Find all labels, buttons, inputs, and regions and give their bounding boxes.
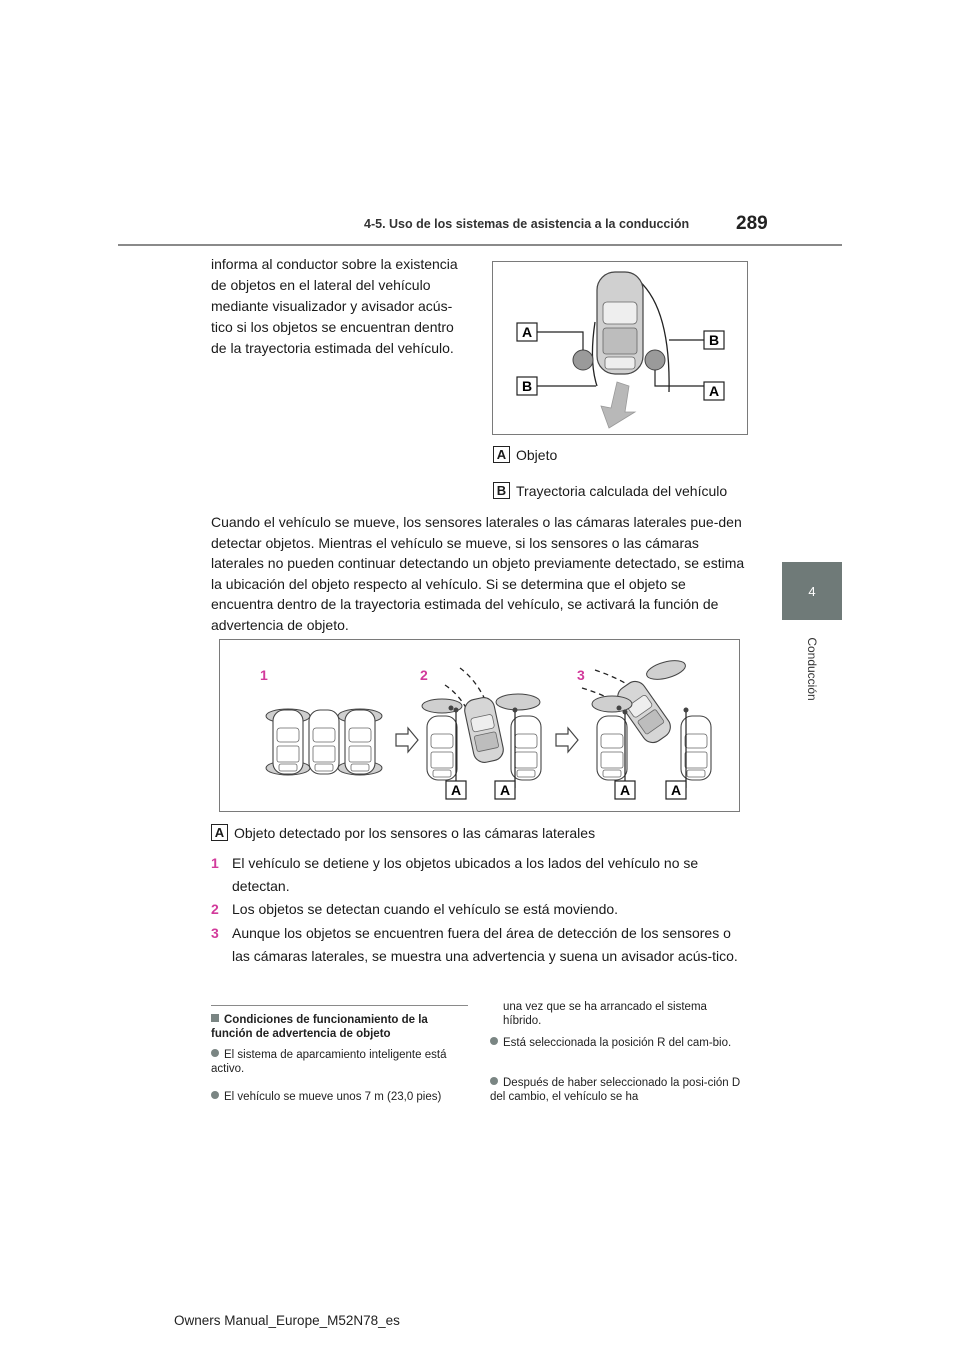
svg-text:A: A <box>499 782 511 798</box>
object-right <box>645 350 665 370</box>
page-number: 289 <box>736 213 768 234</box>
bullet-dot-icon <box>490 1037 498 1045</box>
svg-text:A: A <box>521 324 533 340</box>
conditions-heading: Condiciones de funcionamiento de la función de advertencia de objeto <box>211 1014 428 1040</box>
direction-arrow <box>601 382 635 428</box>
svg-text:A: A <box>619 782 631 798</box>
callout-a-4 <box>666 781 686 799</box>
sequence-arrow-1 <box>396 728 418 752</box>
legend-key-a: A <box>493 446 510 463</box>
chapter-label: Conducción <box>805 637 819 701</box>
legend-item-detected-object <box>211 824 595 841</box>
callout-b-right <box>704 331 724 349</box>
header-divider <box>118 244 842 246</box>
scene-3 <box>582 657 711 788</box>
legend-text-a: Objeto <box>516 446 558 463</box>
condition-item-2: El vehículo se mueve unos 7 m (23,0 pies) <box>211 1090 469 1104</box>
legend-text-detected: Objeto detectado por los sensores o las cámaras laterales <box>234 824 596 841</box>
svg-text:B: B <box>708 332 720 348</box>
step-number: 3 <box>211 925 219 941</box>
parking-sequence-svg <box>220 640 739 811</box>
condition-continuation: una vez que se ha arrancado el sistema híbrido. <box>503 1001 707 1027</box>
step-text: Aunque los objetos se encuentren fuera del área de detección de los sensores o las cámaras laterales, se muestra una advertencia y suena un avisador acús-tico. <box>232 925 738 964</box>
step-number: 2 <box>211 901 219 917</box>
step-label-2: 2 <box>420 667 428 683</box>
svg-text:A: A <box>708 383 720 399</box>
svg-text:B: B <box>521 378 533 394</box>
sequence-arrow-2 <box>556 728 578 752</box>
car-rear-window <box>605 357 635 369</box>
step-label-3: 3 <box>577 667 585 683</box>
object-left <box>573 350 593 370</box>
intro-text: informa al conductor sobre la existencia de objetos en el lateral del vehículo mediante visualizador y avisador acús-tico si los objetos se encuentran dentro de la trayectoria estimada del vehículo. <box>211 256 458 356</box>
section-title: 4-5. Uso de los sistemas de asistencia a la conducción <box>364 217 690 231</box>
figure-parking-sequence <box>219 639 740 812</box>
svg-text:A: A <box>450 782 462 798</box>
condition-item-3: Está seleccionada la posición R del cam-bio. <box>490 1036 745 1050</box>
step-label-1: 1 <box>260 667 268 683</box>
svg-text:A: A <box>670 782 682 798</box>
callout-a-right <box>704 382 724 400</box>
callout-a-left <box>517 323 537 341</box>
legend-text-b: Trayectoria calculada del vehículo <box>516 482 728 499</box>
legend-item-b <box>493 482 727 499</box>
chapter-tab <box>782 562 842 620</box>
scene-1 <box>266 709 382 775</box>
figure-sensor-diagram <box>492 261 748 435</box>
car-roof <box>603 328 637 354</box>
legend-key-b: B <box>493 482 510 499</box>
callout-a-3 <box>615 781 635 799</box>
step-text: El vehículo se detiene y los objetos ubicados a los lados del vehículo no se detectan. <box>232 855 699 894</box>
bullet-dot-icon <box>211 1049 219 1057</box>
bullet-dot-icon <box>490 1077 498 1085</box>
step-number: 1 <box>211 855 219 871</box>
callout-a-2 <box>495 781 515 799</box>
sensor-diagram-svg <box>493 262 747 434</box>
legend-key-detected: A <box>211 824 228 841</box>
leader-a-left <box>537 332 583 350</box>
step-item-1 <box>211 852 751 898</box>
conditions-divider <box>211 1005 468 1006</box>
condition-item-1: El sistema de aparcamiento inteligente está activo. <box>211 1049 447 1075</box>
square-bullet-icon <box>211 1014 219 1022</box>
chapter-number: 4 <box>808 583 816 599</box>
leader-a-right <box>655 370 704 386</box>
step-item-3 <box>211 922 751 968</box>
bullet-dot-icon <box>211 1091 219 1099</box>
step-item-2 <box>211 898 751 921</box>
car-windshield <box>603 302 637 324</box>
callout-a-1 <box>446 781 466 799</box>
body-paragraph: Cuando el vehículo se mueve, los sensores laterales o las cámaras laterales pue-den detectar objetos. Mientras el vehículo se mueve, si los sensores o las cámaras laterales no pueden continuar detectando un objeto previamente detectado, se estima la ubicación del objeto respecto al vehículo. Si se determina que el objeto se encuentra dentro de la trayectoria estimada del vehículo, se activará la función de advertencia de objeto. <box>211 514 745 633</box>
trajectory-line-left <box>592 322 597 386</box>
scene-2 <box>422 668 541 788</box>
footer-manual-id: Owners Manual_Europe_M52N78_es <box>174 1313 400 1328</box>
step-text: Los objetos se detectan cuando el vehículo se está moviendo. <box>232 901 619 917</box>
callout-b-left <box>517 377 537 395</box>
chapter-label-container <box>804 624 820 714</box>
legend-item-a <box>493 446 557 463</box>
condition-item-4: Después de haber seleccionado la posi-ción D del cambio, el vehículo se ha <box>490 1077 741 1103</box>
